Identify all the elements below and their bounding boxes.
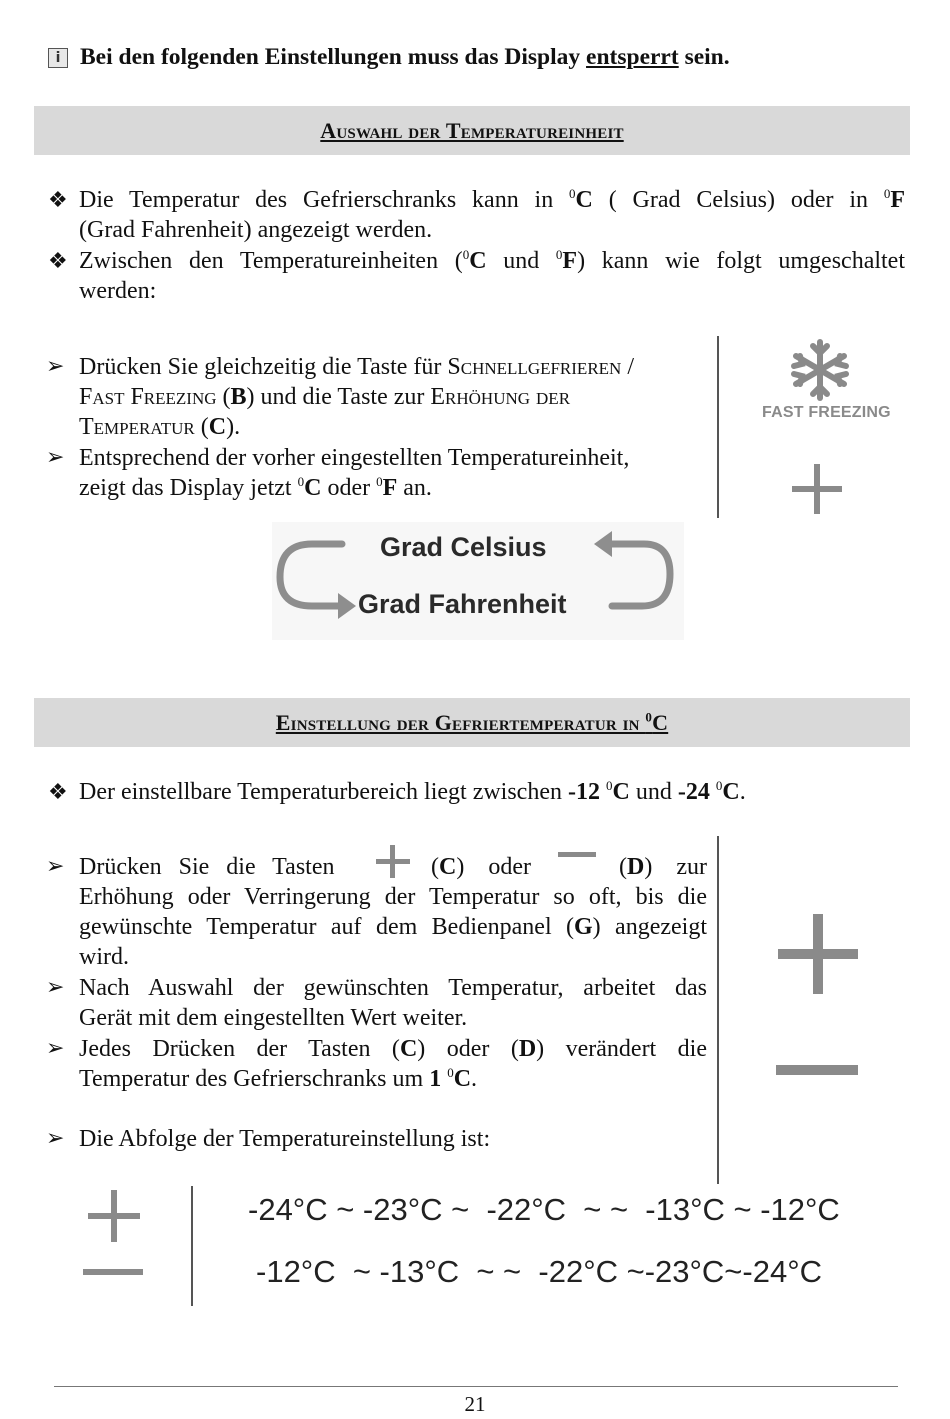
unit-cycle-diagram [272,522,684,640]
section-header-temperature-unit [34,106,910,155]
info-icon: i [48,48,68,68]
cycle-label-celsius: Grad Celsius [380,532,547,562]
minus-icon [774,1062,860,1078]
sequence-decreasing: -12°C ~ -13°C ~ ~ -22°C ~-23°C~-24°C [256,1254,822,1289]
arrow-bullet-icon: ➢ [46,1126,65,1151]
plus-icon [790,462,844,516]
section-title: Einstellung der Gefriertemperatur in $^0$C [275,709,669,735]
plus-icon [86,1188,142,1244]
arrow-bullet-icon: ➢ [46,1036,65,1061]
sequence-increasing: -24°C ~ -23°C ~ -22°C ~ ~ -13°C ~ -12°C [248,1192,840,1227]
divider-line [717,836,719,1184]
arrow-bullet-icon: ➢ [46,854,65,879]
notice-text: Bei den folgenden Einstellungen muss das Display [80,44,587,70]
footer-rule [54,1386,898,1387]
step-first-line: Drücken Sie die Tasten (C) oder (D) zur [79,852,707,882]
bullet-paragraph: Zwischen den Temperatureinheiten ($^0$C und $^0$F) kann wie folgt umgeschaltet werden: [79,247,905,304]
page-number: 21 [464,1392,486,1416]
notice-text-end: sein. [678,44,730,70]
plus-icon [776,912,860,996]
divider-line [191,1186,193,1306]
minus-icon [557,850,597,860]
bullet-paragraph: Der einstellbare Temperaturbereich liegt zwischen -12 $^0$C und -24 $^0$C. [79,778,746,805]
fast-freezing-label: FAST FREEZING [762,404,891,421]
unlock-notice [48,44,730,71]
divider-line [717,336,719,518]
bullet-diamond-icon: ❖ [48,187,68,212]
snowflake-icon [780,336,860,406]
arrow-bullet-icon: ➢ [46,354,65,379]
section-header-freezer-temperature [34,698,910,747]
arrow-bullet-icon: ➢ [46,975,65,1000]
section-title: Auswahl der Temperatureinheit [320,118,624,143]
arrow-bullet-icon: ➢ [46,445,65,470]
cycle-label-fahrenheit: Grad Fahrenheit [358,589,567,619]
step-paragraph: Drücken Sie gleichzeitig die Taste für Schnellgefrieren / Fast Freezing (B) und die Taste zur Erhöhung der Temperatur (C). [79,354,634,440]
minus-icon [82,1266,144,1278]
step-paragraph: Jedes Drücken der Tasten (C) oder (D) verändert die Temperatur des Gefrierschranks um 1 $^0$C. [79,1036,707,1092]
bullet-diamond-icon: ❖ [48,779,68,804]
step-paragraph: Entsprechend der vorher eingestellten Temperatureinheit, zeigt das Display jetzt $^0$C oder $^0$F an. [79,445,630,501]
notice-underlined-word: entsperrt [586,44,679,70]
step-paragraph: Die Abfolge der Temperatureinstellung ist: [79,1126,491,1152]
plus-icon [375,844,411,880]
bullet-paragraph: Die Temperatur des Gefrierschranks kann in $^0$C ( Grad Celsius) oder in $^0$F (Grad Fahrenheit) angezeigt werden. [79,186,905,243]
step-paragraph: Nach Auswahl der gewünschten Temperatur, arbeitet das Gerät mit dem eingestellten Wert weiter. [79,975,707,1031]
bullet-diamond-icon: ❖ [48,248,68,273]
step-paragraph: Erhöhung oder Verringerung der Temperatur so oft, bis die gewünschte Temperatur auf dem Bedienpanel (G) angezeigt wird. [79,884,707,970]
